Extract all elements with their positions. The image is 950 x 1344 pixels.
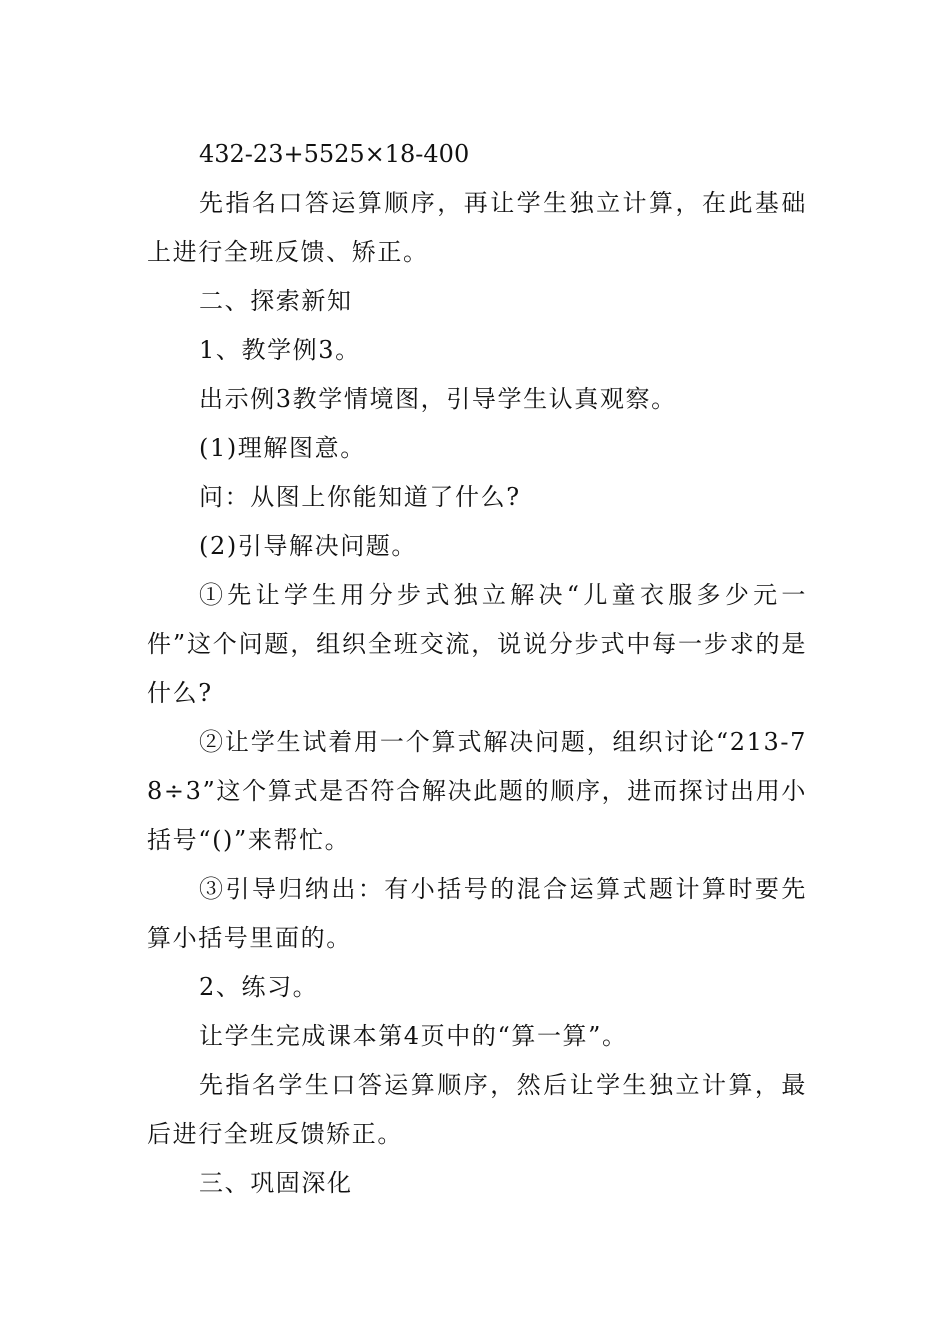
- paragraph: 问：从图上你能知道了什么?: [199, 483, 521, 511]
- section-heading: 二、探索新知: [199, 287, 353, 315]
- paragraph: 先指名学生口答运算顺序，然后让学生独立计算，最后进行全班反馈矫正。: [147, 1071, 807, 1148]
- paragraph: ①先让学生用分步式独立解决“儿童衣服多少元一件”这个问题，组织全班交流，说说分步式中每一步求的是什么?: [147, 581, 807, 707]
- paragraph: ②让学生试着用一个算式解决问题，组织讨论“213-78÷3”这个算式是否符合解决此题的顺序，进而探讨出用小括号“()”来帮忙。: [147, 728, 807, 854]
- paragraph: ③引导归纳出：有小括号的混合运算式题计算时要先算小括号里面的。: [147, 875, 807, 952]
- paragraph: 先指名口答运算顺序，再让学生独立计算，在此基础上进行全班反馈、矫正。: [147, 189, 807, 266]
- document-body: [147, 130, 807, 1208]
- paragraph: 让学生完成课本第4页中的“算一算”。: [199, 1022, 628, 1050]
- subsection-heading: 2、练习。: [199, 973, 319, 1001]
- subsection-heading: 1、教学例3。: [199, 336, 361, 364]
- paragraph: (2)引导解决问题。: [199, 532, 417, 560]
- section-heading: 三、巩固深化: [199, 1169, 353, 1197]
- paragraph: (1)理解图意。: [199, 434, 366, 462]
- formula-line: 432-23+5525×18-400: [199, 140, 470, 168]
- paragraph: 出示例3教学情境图，引导学生认真观察。: [199, 385, 677, 413]
